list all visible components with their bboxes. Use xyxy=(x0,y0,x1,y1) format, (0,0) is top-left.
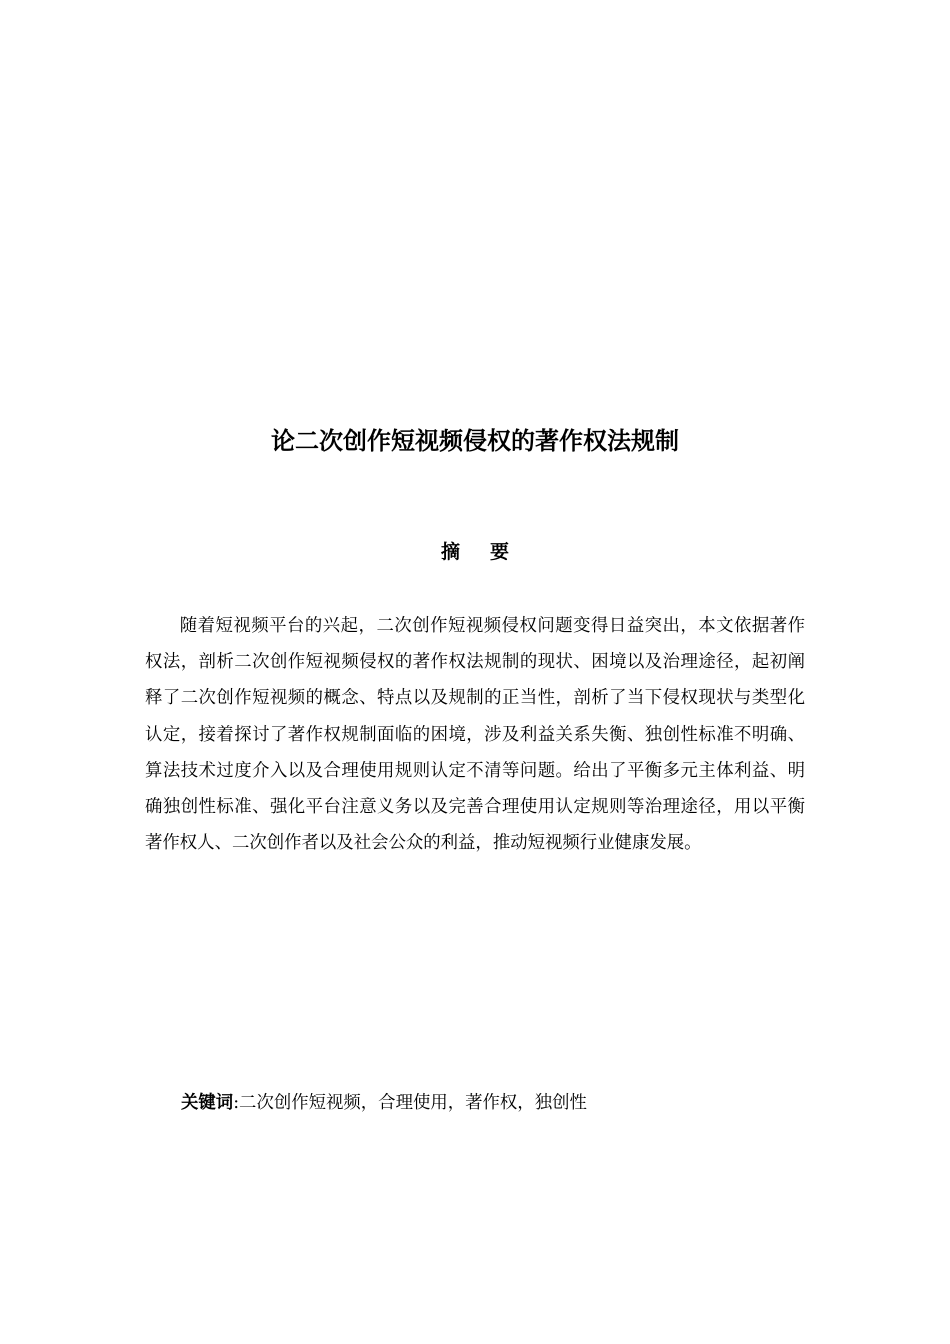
abstract-heading: 摘要 xyxy=(440,541,539,563)
keywords-label: 关键词 xyxy=(181,1093,234,1113)
abstract-body: 随着短视频平台的兴起，二次创作短视频侵权问题变得日益突出，本文依据著作权法，剖析二次创作短视频侵权的著作权法规制的现状、困境以及治理途径，起初阐释了二次创作短视频的概念、特点以及规制的正当性，剖析了当下侵权现状与类型化认定，接着探讨了著作权规制面临的困境，涉及利益关系失衡、独创性标准不明确、算法技术过度介入以及合理使用规则认定不清等问题。给出了平衡多元主体利益、明确独创性标准、强化平台注意义务以及完善合理使用认定规则等治理途径，用以平衡著作权人、二次创作者以及社会公众的利益，推动短视频行业健康发展。 xyxy=(145,616,805,854)
keywords-separator: : xyxy=(233,1093,240,1113)
keywords-list: 二次创作短视频，合理使用，著作权，独创性 xyxy=(239,1093,587,1113)
paper-title: 论二次创作短视频侵权的著作权法规制 xyxy=(271,427,679,455)
keywords-line xyxy=(181,1086,587,1120)
